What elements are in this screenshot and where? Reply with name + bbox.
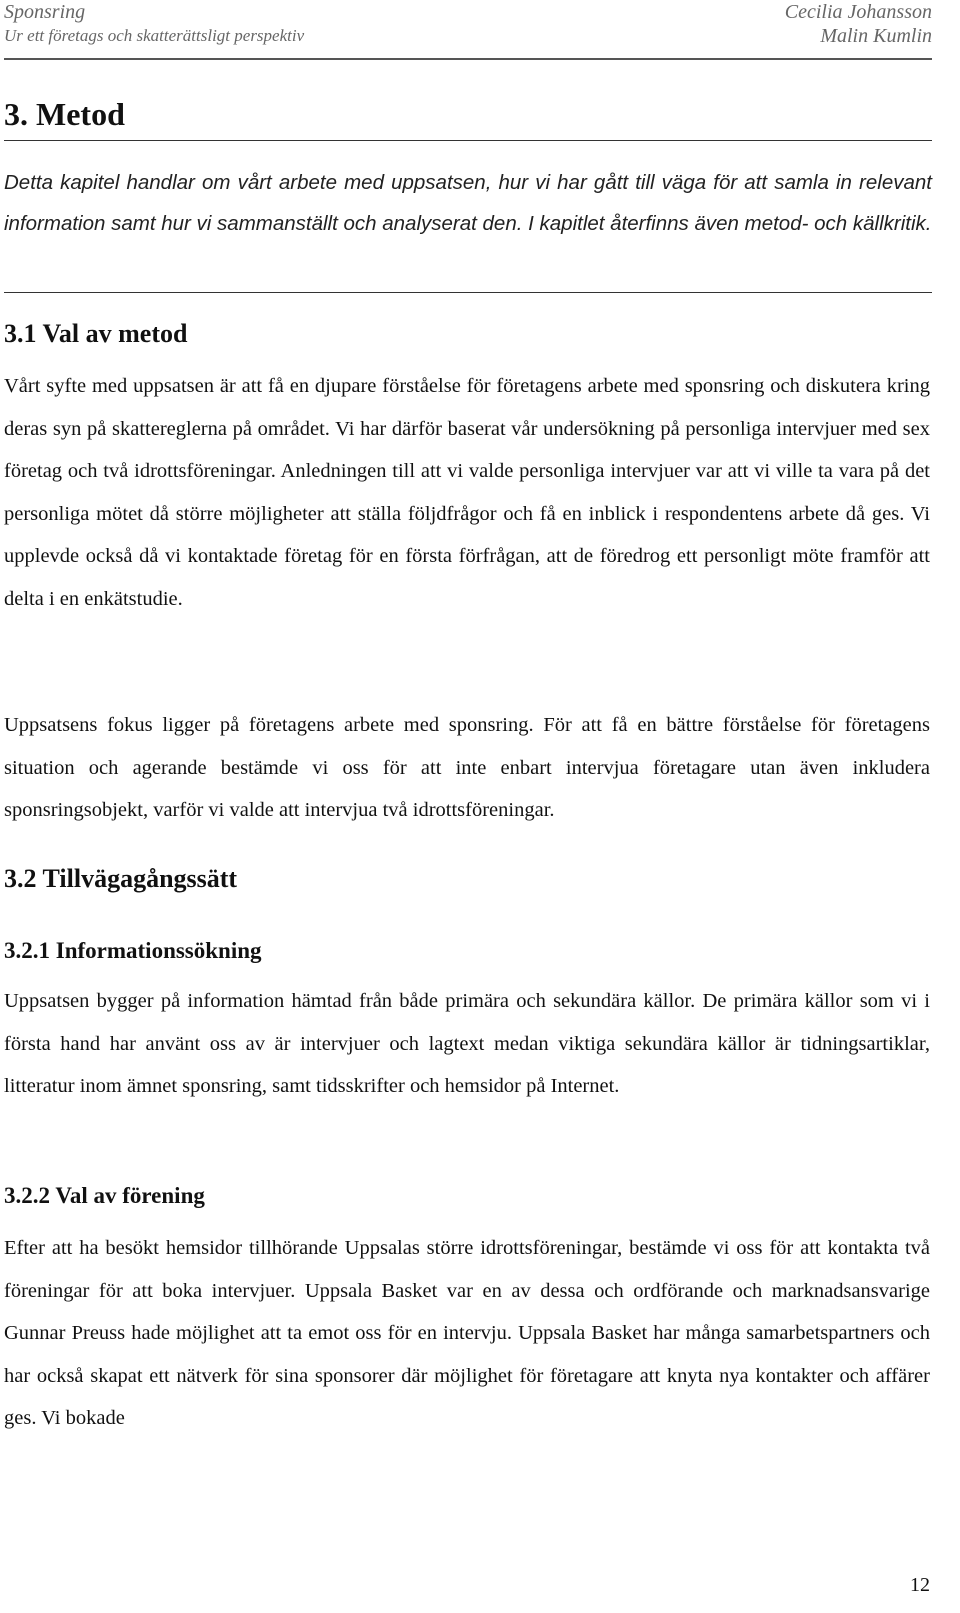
page-number: 12 (910, 1574, 930, 1596)
header-left (4, 0, 304, 48)
section-title-3-1: 3.1 Val av metod (4, 319, 188, 348)
chapter-title: 3. Metod (4, 96, 125, 132)
subsection-3-2-2-paragraph: Efter att ha besökt hemsidor tillhörande Uppsalas större idrottsföreningar, bestämde vi oss för att kontakta två föreningar för att boka intervjuer. Uppsala Basket var en av dessa och ordförande och marknadsansvarige Gunnar Preuss hade möjlighet att ta emot oss för en intervju. Uppsala Basket har många samarbetspartners och har också skapat ett nätverk för sina sponsorer där möjlighet för företagare att knyta nya kontakter och affärer ges. Vi bokade (4, 1237, 930, 1430)
subsection-title-3-2-1: 3.2.1 Informationssökning (4, 938, 262, 963)
subsection-title-3-2-2: 3.2.2 Val av förening (4, 1183, 205, 1208)
page-header (4, 0, 932, 50)
section-3-1-paragraph-1: Vårt syfte med uppsatsen är att få en djupare förståelse för företagens arbete med sponsring och diskutera kring deras syn på skattereglerna på området. Vi har därför baserat vår undersökning på personliga intervjuer med sex företag och två idrottsföreningar. Anledningen till att vi valde personliga intervjuer var att vi ville ta vara på det personliga mötet då större möjligheter att ställa följdfrågor och få en inblick i respondentens arbete då ges. Vi upplevde också då vi kontaktade företag för en första förfrågan, att de föredrog ett personligt möte framför att delta i en enkätstudie. (4, 375, 930, 610)
header-author-2: Malin Kumlin (820, 25, 932, 47)
header-author-1: Cecilia Johansson (784, 1, 932, 23)
chapter-intro: Detta kapitel handlar om vårt arbete med uppsatsen, hur vi har gått till väga för att samla in relevant information samt hur vi sammanställt och analyserat den. I kapitlet återfinns även metod- och källkritik. (4, 171, 932, 235)
header-document-subtitle: Ur ett företags och skatterättsligt perspektiv (4, 26, 305, 45)
section-title-3-2: 3.2 Tillvägagångssätt (4, 864, 238, 893)
header-document-title: Sponsring (4, 1, 86, 23)
header-divider (4, 58, 932, 60)
chapter-intro-divider (4, 292, 932, 293)
chapter-title-divider (4, 140, 932, 141)
header-right (785, 0, 932, 48)
subsection-3-2-1-paragraph: Uppsatsen bygger på information hämtad från både primära och sekundära källor. De primära källor som vi i första hand har använt oss av är intervjuer och lagtext medan viktiga sekundära källor är tidningsartiklar, litteratur inom ämnet sponsring, samt tidsskrifter och hemsidor på Internet. (4, 990, 930, 1098)
section-3-1-paragraph-2: Uppsatsens fokus ligger på företagens arbete med sponsring. För att få en bättre förståelse för företagens situation och agerande bestämde vi oss för att inte enbart intervjua företagare utan även inkludera sponsringsobjekt, varför vi valde att intervjua två idrottsföreningar. (4, 714, 930, 822)
